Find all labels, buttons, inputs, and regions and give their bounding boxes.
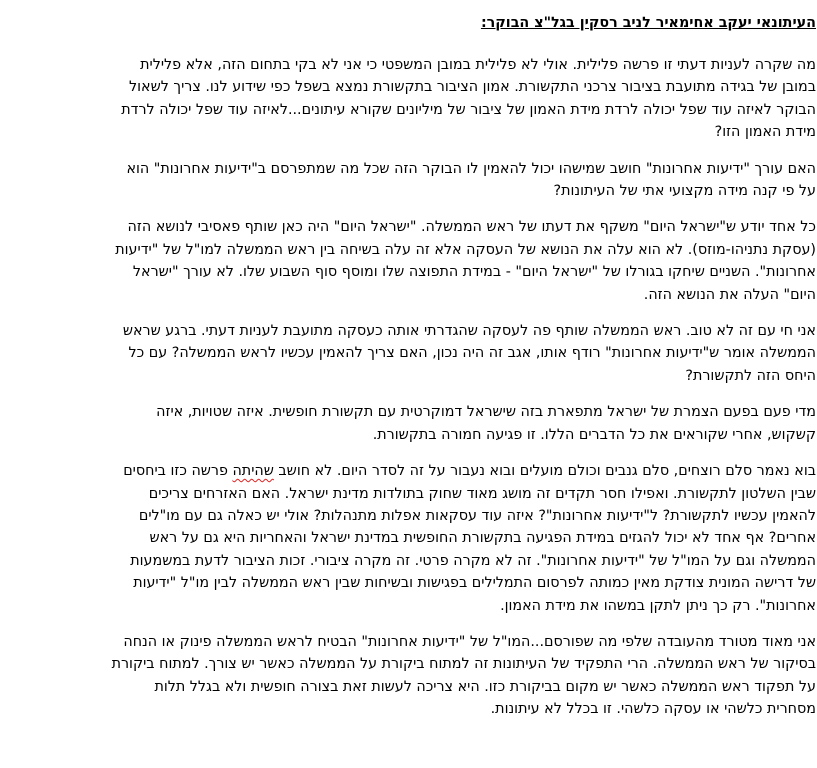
article-heading: העיתונאי יעקב אחימאיר לניב רסקין בגל"צ הבוקר: [480,15,816,31]
paragraph-5[interactable]: מדי פעם בפעם הצמרת של ישראל מתפארת בזה שישראל דמוקרטית עם תקשורת חופשית. איזה שטויות, איזה קשקוש, אחרי שקוראים את כל הדברים הללו. זו פגיעה חמורה בתקשורת. [156,404,816,443]
paragraph-6[interactable] [110,460,816,617]
paragraph-1[interactable]: מה שקרה לעניות דעתי זו פרשה פלילית. אולי לא פלילית במובן המשפטי כי אני לא בקי בתחום הזה, אלא פלילית במובן של בגידה מתועבת בציבור צרכני התקשורת. אמון הציבור בתקשורת נמצא בשפל כפי שידוע לנו. צריך לשאול הבוקר לאיזה עוד שפל יכולה לרדת מידת האמון של ציבור של מיליונים שקורא עיתונים...לאיזה עוד שפל יכולה לרדת מידת האמון הזו? [121,57,816,141]
spellcheck-flagged-word[interactable]: שהיתה [232,463,274,480]
document-body [110,12,816,721]
paragraph-6-text-start: בוא נאמר סלם רוצחים, סלם גנבים וכולם מועלים ובוא נעבור על זה לסדר היום. לא חושב [273,463,816,480]
paragraph-4[interactable]: אני חי עם זה לא טוב. ראש הממשלה שותף פה לעסקה שהגדרתי אותה כעסקה מתועבת לעניות דעתי. ברגע שראש הממשלה אומר ש"ידיעות אחרונות" רודף אותו, אגב זה היה נכון, האם צריך להאמין עכשיו לראש הממשלה? עם כל היחס הזה לתקשורת? [122,323,816,384]
paragraph-2[interactable]: האם עורך "ידיעות אחרונות" חושב שמישהו יכול להאמין לו הבוקר הזה שכל מה שמתפרסם ב"ידיעות אחרונות" הוא על פי קנה מידה מקצועי אתי של העיתונות? [126,160,816,200]
paragraph-6-text-end: פרשה כזו ביחסים שבין השלטון לתקשורת. ואפילו חסר תקדים זה מושג מאוד שחוק בתולדות מדינת ישראל. האם האזרחים צריכים להאמין עכשיו לתקשורת? ל"ידיעות אחרונות"? איזה עוד עסקאות אפלות מתנהלות? אולי יש כאלה גם עם מו"לים אחרים? אף אחד לא יכול להגזים במידת הפגיעה בתקשורת החופשית במדינת ישראל והאחריות היא גם על ראש הממשלה וגם על המו"ל של "ידיעות אחרונות". זה לא מקרה פרטי. זה מקרה ציבורי. זכות הציבור לדעת במשמעות של דרישה המונית צודקת מאין כמותה לפרסום התמלילים בפגישות ובשיחות שבין ראש הממשלה לבין מו"ל "ידיעות אחרונות". רק כך ניתן לתקן במשהו את מידת האמון. [123,463,816,614]
paragraph-7[interactable]: אני מאוד מטורד מהעובדה שלפי מה שפורסם...המו"ל של "ידיעות אחרונות" הבטיח לראש הממשלה פינוק או הנחה בסיקור של ראש הממשלה. הרי התפקיד של העיתונות זה למתוח ביקורת על הממשלה כאשר יש צורך. למתוח ביקורת על תפקוד ראש הממשלה כאשר יש מקום בביקורת כזו. היא צריכה לעשות זאת בצורה חופשית ולא בגלל תלות מסחרית כלשהי או עסקה כלשהי. זו בכלל לא עיתונות. [111,633,816,718]
paragraph-3[interactable]: כל אחד יודע ש"ישראל היום" משקף את דעתו של ראש הממשלה. "ישראל היום" היה כאן שותף פאסיבי לנושא הזה (עסקת נתניהו-מוזס). לא הוא עלה את הנושא של העסקה אלא זה עלה בשיחה בין ראש הממשלה למו"ל של "ידיעות אחרונות". השניים שיחקו בגורלו של "ישראל היום" - במידת התפוצה שלו ומוסף סוף השבוע שלו. לא עורך "ישראל היום" העלה את הנושא הזה. [115,219,816,303]
